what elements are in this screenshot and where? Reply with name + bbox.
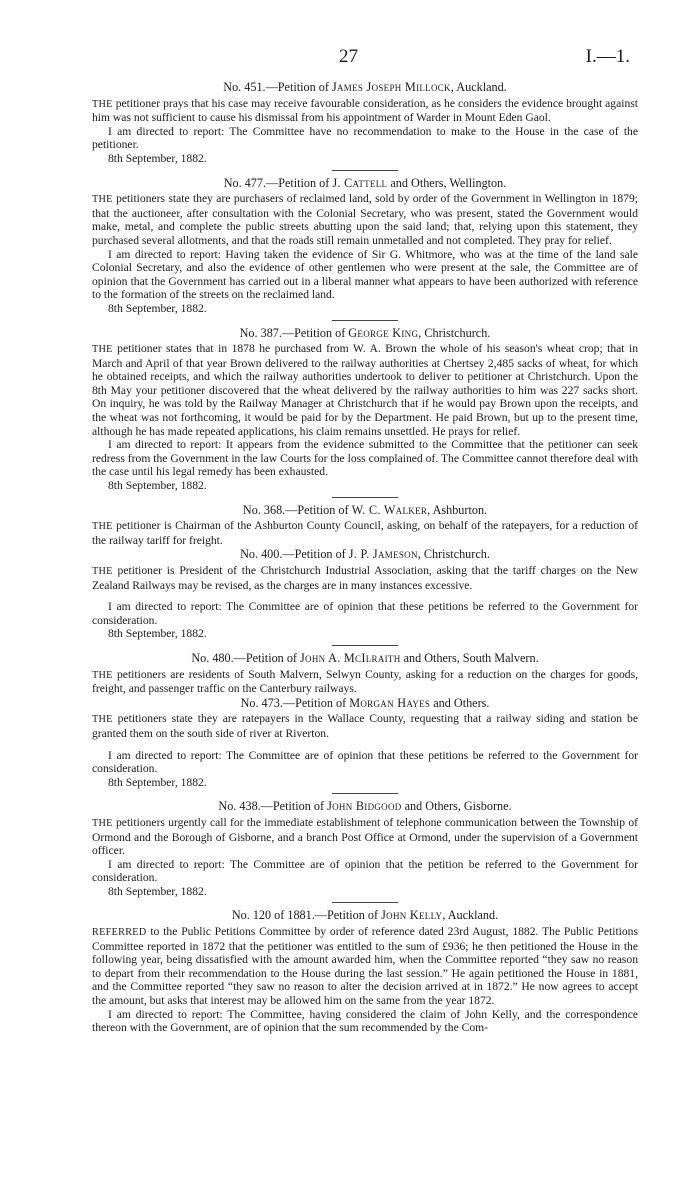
report-date: 8th September, 1882. bbox=[108, 627, 207, 641]
petition-body bbox=[92, 668, 638, 696]
petition-location: , Ashburton. bbox=[427, 502, 488, 517]
petitioner-name: J. P. Jameson bbox=[348, 547, 418, 562]
petition-heading bbox=[92, 799, 638, 815]
petition-body bbox=[92, 519, 638, 547]
committee-report: I am directed to report: Having taken the evidence of Sir G. Whitmore, who was at the time of the land sale Colonial Secretary, and also the evidence of other gentlemen who were present at the sale, the Committee are of opinion that the Government has carried out in a liberal manner what appears to have been authorized with reference to the formation of the streets on the reclaimed land. bbox=[92, 247, 638, 302]
body-lead-word: THE bbox=[92, 194, 113, 206]
petition-location: and Others, Wellington. bbox=[387, 175, 507, 190]
petitioner-name: James Joseph Millock bbox=[331, 80, 451, 94]
petition-body bbox=[92, 192, 638, 247]
body-text: petitioners urgently call for the immediate establishment of telephone communication between the Township of Ormond and the Borough of Gisborne, and a branch Post Office at Ormond, under the supervision of a Government officer. bbox=[92, 815, 638, 858]
petition-number: No. 480.—Petition of bbox=[191, 650, 301, 665]
paper-reference: I.—1. bbox=[585, 46, 630, 67]
petition-entry bbox=[92, 80, 638, 171]
body-text: petitioners are residents of South Malvern, Selwyn County, asking for a reduction on the charges for goods, freight, and passenger traffic on the Canterbury railways. bbox=[92, 667, 638, 696]
petition-entry bbox=[92, 176, 638, 321]
petition-entry bbox=[92, 503, 638, 548]
body-text: petitioner is Chairman of the Ashburton County Council, asking, on behalf of the ratepayers, for a reduction of the railway tariff for freight. bbox=[92, 519, 638, 547]
petition-location: and Others. bbox=[430, 695, 490, 710]
section-divider bbox=[332, 497, 398, 498]
section-divider bbox=[332, 645, 398, 646]
committee-report: I am directed to report: The Committee are of opinion that these petitions be referred to the Government for consideration. bbox=[92, 600, 638, 627]
petition-heading bbox=[92, 908, 638, 924]
body-lead-word: THE bbox=[92, 714, 113, 726]
petition-body bbox=[92, 816, 638, 858]
report-date: 8th September, 1882. bbox=[108, 151, 207, 165]
petition-heading bbox=[92, 651, 638, 667]
petition-entry bbox=[92, 799, 638, 903]
petition-number: No. 451.—Petition of bbox=[223, 80, 332, 94]
petition-heading bbox=[92, 696, 638, 712]
committee-report: I am directed to report: It appears from the evidence submitted to the Committee that the petitioner can seek redress from the Government in the law Courts for the loss complained of. The Committee cannot therefore deal with the case until his legal remedy has been exhausted. bbox=[92, 438, 638, 479]
petitioner-name: George King bbox=[348, 325, 419, 340]
body-lead-word: THE bbox=[92, 669, 113, 681]
committee-report: I am directed to report: The Committee are of opinion that these petitions be referred to the Government for consideration. bbox=[92, 748, 638, 776]
petition-location: and Others, South Malvern. bbox=[400, 650, 539, 665]
section-divider bbox=[332, 902, 398, 903]
body-lead-word: REFERRED bbox=[92, 927, 147, 939]
petition-heading bbox=[92, 326, 638, 342]
petition-number: No. 400.—Petition of bbox=[240, 547, 349, 562]
petitioner-name: J. Cattell bbox=[332, 175, 388, 190]
petition-entry bbox=[92, 547, 638, 646]
body-text: petitioner states that in 1878 he purchased from W. A. Brown the whole of his season's wheat crop; that in March and April of that year Brown delivered to the railway authorities at Chertsey 2,485 sacks of wheat, for which he obtained receipts, and which the railway authorities undertook to deliver to petitioner at Christchurch. Upon the 8th May your petitioner discovered that the wheat delivered by the railway authorities to him was 227 sacks short. On inquiry, he was told by the Railway Manager at Christchurch that if he would pay Brown upon the receipts, and the wheat was not forthcoming, it would be paid for by the Department. He paid Brown, but up to the present time, although he has made repeated applications, his claim remains unsettled. He prays for relief. bbox=[92, 342, 638, 438]
body-lead-word: THE bbox=[92, 817, 113, 829]
body-lead-word: THE bbox=[92, 344, 113, 356]
body-text: petitioner is President of the Christchurch Industrial Association, asking that the tariff charges on the New Zealand Railways may be revised, as the charges are in many instances excessive. bbox=[92, 564, 638, 592]
page-number: 27 bbox=[339, 46, 358, 67]
body-lead-word: THE bbox=[92, 98, 113, 110]
body-lead-word: THE bbox=[92, 566, 113, 577]
report-date: 8th September, 1882. bbox=[108, 301, 207, 315]
petition-body bbox=[92, 564, 638, 592]
petition-location: , Auckland. bbox=[442, 908, 499, 923]
petition-location: , Christchurch. bbox=[418, 325, 491, 340]
petitioner-name: W. C. Walker bbox=[351, 502, 428, 517]
petitions-list bbox=[92, 80, 638, 1035]
petition-number: No. 473.—Petition of bbox=[240, 695, 350, 710]
petition-body bbox=[92, 712, 638, 740]
report-date: 8th September, 1882. bbox=[108, 479, 207, 493]
petitioner-name: John Bidgood bbox=[327, 799, 402, 814]
body-text: petitioner prays that his case may receive favourable consideration, as he considers the evidence brought against him was not sufficient to cause his dismissal from his appointment of Warder in Mount Eden Gaol. bbox=[92, 96, 638, 125]
petition-number: No. 477.—Petition of bbox=[223, 175, 333, 190]
petition-heading bbox=[92, 176, 638, 192]
section-divider bbox=[332, 170, 398, 171]
committee-report: I am directed to report: The Committee have no recommendation to make to the House in the case of the petitioner. bbox=[92, 124, 638, 152]
petition-location: and Others, Gisborne. bbox=[401, 799, 512, 814]
body-text: to the Public Petitions Committee by order of reference dated 23rd August, 1882. The Public Petitions Committee reported in 1872 that the petitioner was entitled to the sum of £936; he then petitioned the House in the following year, being dissatisfied with the amount awarded him, when the Committee reported “they saw no reason to depart from their recommendation to the House during the last session.” He again petitioned the House in 1881, and the Committee reported “they saw no reason to alter the decision arrived at in 1872.” He now agrees to accept the amount, but asks that interest may be allowed him on the same from the year 1872. bbox=[92, 925, 638, 1008]
petition-heading bbox=[92, 80, 638, 96]
body-lead-word: THE bbox=[92, 521, 113, 533]
petition-heading bbox=[92, 547, 638, 563]
petition-location: , Auckland. bbox=[450, 80, 507, 94]
committee-report: I am directed to report: The Committee, having considered the claim of John Kelly, and the correspondence thereon with the Government, are of opinion that the sum recommended by the Com- bbox=[92, 1007, 638, 1035]
petition-number: No. 387.—Petition of bbox=[239, 325, 349, 340]
report-date: 8th September, 1882. bbox=[108, 884, 207, 898]
petition-body bbox=[92, 97, 638, 125]
petition-number: No. 368.—Petition of bbox=[242, 502, 352, 517]
petitioner-name: John A. McIlraith bbox=[300, 650, 401, 665]
petition-entry bbox=[92, 696, 638, 795]
petition-number: No. 120 of 1881.—Petition of bbox=[231, 908, 382, 923]
petition-entry bbox=[92, 651, 638, 696]
body-text: petitioners state they are purchasers of reclaimed land, sold by order of the Government in Wellington in 1879; that the auctioneer, after consultation with the Colonial Secretary, who was present, stated the Government would make, metal, and complete the public streets abutting upon the said land; that, relying upon this statement, they purchased several allotments, and that the roads still remain unmetalled and not completed. They pray for relief. bbox=[92, 192, 638, 247]
section-divider bbox=[332, 793, 398, 794]
petition-entry bbox=[92, 908, 638, 1034]
body-text: petitioners state they are ratepayers in the Wallace County, requesting that a railway siding and station be granted them on the south side of river at Riverton. bbox=[92, 712, 638, 740]
petitioner-name: John Kelly bbox=[381, 908, 443, 923]
section-divider bbox=[332, 320, 398, 321]
petition-body bbox=[92, 925, 638, 1008]
petition-body bbox=[92, 342, 638, 438]
petition-number: No. 438.—Petition of bbox=[218, 799, 328, 814]
report-date: 8th September, 1882. bbox=[108, 775, 207, 789]
petitioner-name: Morgan Hayes bbox=[349, 695, 431, 710]
petition-entry bbox=[92, 326, 638, 498]
petition-heading bbox=[92, 503, 638, 519]
petition-location: , Christchurch. bbox=[417, 547, 490, 562]
committee-report: I am directed to report: The Committee are of opinion that the petition be referred to the Government for consideration. bbox=[92, 857, 638, 885]
